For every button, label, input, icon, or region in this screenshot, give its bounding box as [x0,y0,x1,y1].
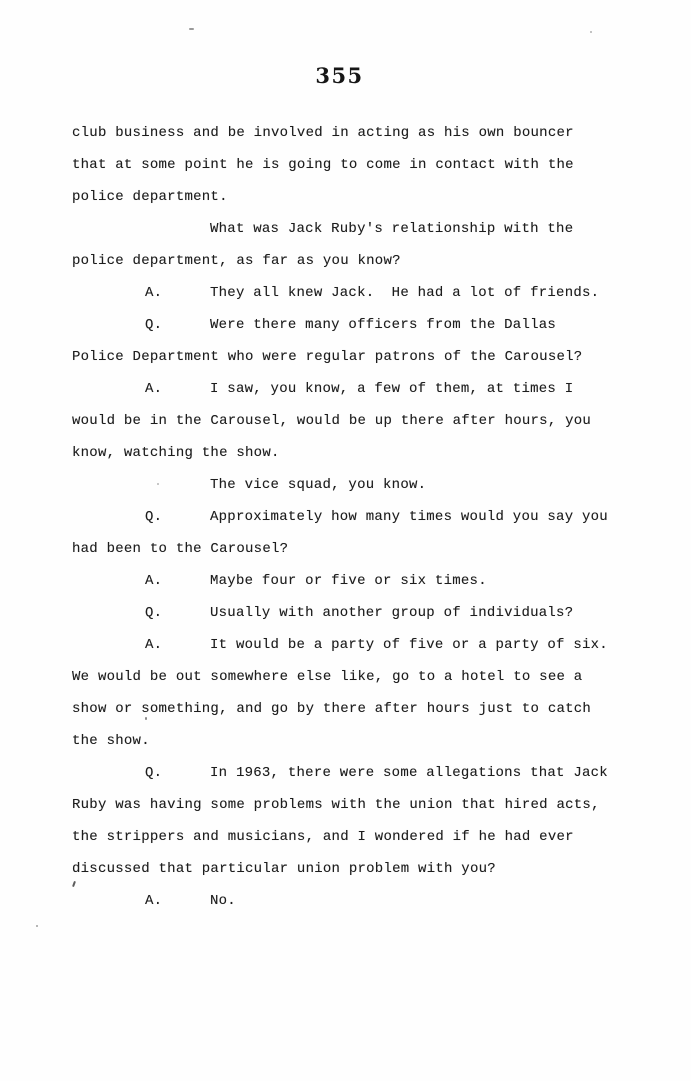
transcript-line [72,341,632,373]
transcript-text: In 1963, there were some allegations that Jack [210,765,608,781]
transcript-body [72,117,632,917]
transcript-line [72,885,632,917]
transcript-line [72,245,632,277]
transcript-line [72,309,632,341]
transcript-line [72,501,632,533]
transcript-text: It would be a party of five or a party of six. [210,637,608,653]
transcript-text: They all knew Jack. He had a lot of friends. [210,285,600,301]
scan-artifact [157,483,159,485]
scan-artifact [36,925,38,927]
transcript-line [72,661,632,693]
speaker-marker: Q. [145,765,163,781]
transcript-line [72,757,632,789]
transcript-line [72,373,632,405]
transcript-line [72,117,632,149]
transcript-text: police department. [72,189,228,205]
transcript-text: club business and be involved in acting as his own bouncer [72,125,574,141]
transcript-line [72,469,632,501]
scan-artifact [189,28,194,30]
transcript-text: I saw, you know, a few of them, at times I [210,381,574,397]
speaker-marker: Q. [145,605,163,621]
transcript-text: No. [210,893,236,909]
transcript-text: discussed that particular union problem with you? [72,861,496,877]
speaker-marker: A. [145,637,163,653]
speaker-marker: Q. [145,509,163,525]
transcript-line [72,853,632,885]
transcript-line [72,213,632,245]
speaker-marker: A. [145,381,163,397]
transcript-line [72,597,632,629]
transcript-text: What was Jack Ruby's relationship with the [210,221,574,237]
speaker-marker: A. [145,573,163,589]
transcript-line [72,629,632,661]
transcript-text: know, watching the show. [72,445,280,461]
transcript-text: show or something, and go by there after hours just to catch [72,701,592,717]
transcript-text: Usually with another group of individuals? [210,605,574,621]
speaker-marker: A. [145,285,163,301]
transcript-text: the strippers and musicians, and I wondered if he had ever [72,829,574,845]
speaker-marker: Q. [145,317,163,333]
transcript-line [72,725,632,757]
scan-artifact [590,31,592,33]
transcript-line [72,437,632,469]
transcript-text: that at some point he is going to come in contact with the [72,157,574,173]
transcript-line [72,277,632,309]
transcript-text: Police Department who were regular patrons of the Carousel? [72,349,583,365]
transcript-text: would be in the Carousel, would be up there after hours, you [72,413,592,429]
transcript-text: Approximately how many times would you say you [210,509,608,525]
page-number: 355 [315,63,364,88]
transcript-text: Ruby was having some problems with the union that hired acts, [72,797,600,813]
transcript-text: the show. [72,733,150,749]
transcript-line [72,533,632,565]
scan-artifact [145,717,147,720]
transcript-text: police department, as far as you know? [72,253,401,269]
transcript-line [72,149,632,181]
speaker-marker: A. [145,893,163,909]
transcript-line [72,565,632,597]
transcript-line [72,789,632,821]
transcript-text: The vice squad, you know. [210,477,427,493]
transcript-text: had been to the Carousel? [72,541,289,557]
transcript-line [72,693,632,725]
transcript-text: Maybe four or five or six times. [210,573,487,589]
transcript-text: Were there many officers from the Dallas [210,317,557,333]
transcript-text: We would be out somewhere else like, go to a hotel to see a [72,669,583,685]
transcript-line [72,405,632,437]
transcript-line [72,821,632,853]
transcript-line [72,181,632,213]
